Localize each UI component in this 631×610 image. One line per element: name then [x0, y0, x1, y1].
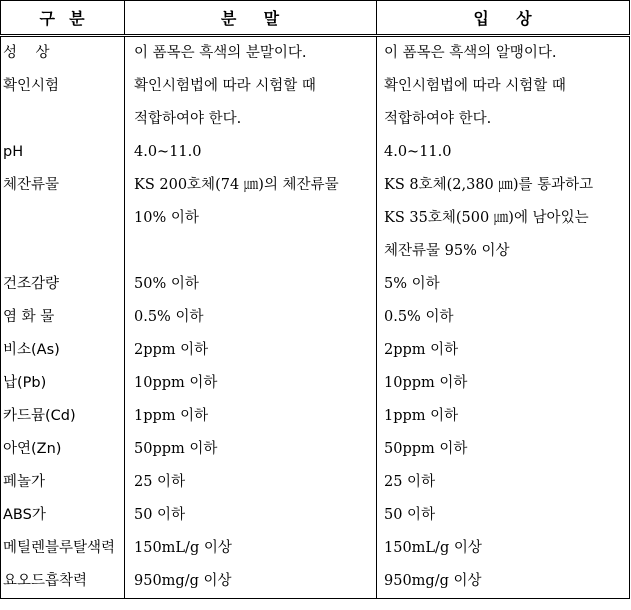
row-label	[1, 433, 125, 466]
powder-cell	[125, 565, 377, 599]
granule-text: 4.0~11.0	[384, 144, 452, 160]
granule-text: 150mL/g 이상	[384, 540, 482, 556]
granule-text: KS 8호체(2,380 ㎛)를 통과하고	[384, 177, 594, 193]
granule-cell	[377, 36, 630, 71]
header-granule: 입 상	[377, 1, 630, 36]
powder-cell	[125, 532, 377, 565]
row-label	[1, 466, 125, 499]
row-label	[1, 532, 125, 565]
granule-text: 적합하여야 한다.	[384, 111, 492, 127]
row-label-text: 건조감량	[3, 276, 60, 292]
granule-cell	[377, 367, 630, 400]
table-row	[1, 268, 630, 301]
header-row	[1, 1, 630, 36]
table-row	[1, 36, 630, 71]
granule-text: 5% 이하	[384, 276, 440, 292]
powder-text: 10% 이하	[134, 210, 199, 226]
granule-text: 2ppm 이하	[384, 342, 459, 358]
granule-cell	[377, 268, 630, 301]
granule-cell	[377, 400, 630, 433]
powder-text: 확인시험법에 따라 시험할 때	[134, 78, 316, 94]
row-label	[1, 301, 125, 334]
row-label-text: 아연(Zn)	[3, 441, 62, 457]
table-row	[1, 301, 630, 334]
powder-cell	[125, 136, 377, 169]
powder-cell	[125, 36, 377, 71]
row-label-text: 메틸렌블루탈색력	[3, 540, 116, 556]
row-label-text: pH	[3, 144, 24, 160]
granule-cell	[377, 532, 630, 565]
row-label	[1, 400, 125, 433]
granule-text: 0.5% 이하	[384, 309, 454, 325]
row-label-text: 염 화 물	[3, 309, 55, 325]
granule-cell	[377, 499, 630, 532]
row-label	[1, 169, 125, 268]
table-row	[1, 565, 630, 599]
powder-cell	[125, 433, 377, 466]
granule-text: 10ppm 이하	[384, 375, 468, 391]
granule-text: 950mg/g 이상	[384, 573, 482, 589]
powder-cell	[125, 400, 377, 433]
granule-text: KS 35호체(500 ㎛)에 남아있는	[384, 210, 589, 226]
granule-text: 이 폼목은 흑색의 알맹이다.	[384, 45, 557, 61]
granule-cell	[377, 466, 630, 499]
powder-text: 950mg/g 이상	[134, 573, 232, 589]
granule-cell	[377, 433, 630, 466]
table-row	[1, 532, 630, 565]
powder-cell	[125, 499, 377, 532]
row-label-text: 비소(As)	[3, 342, 60, 358]
row-label-text: 요오드흡착력	[3, 573, 88, 589]
table-row	[1, 334, 630, 367]
granule-cell	[377, 70, 630, 136]
row-label-text: ABS가	[3, 507, 46, 523]
table-row	[1, 367, 630, 400]
granule-cell	[377, 136, 630, 169]
row-label-text: 확인시험	[3, 78, 60, 94]
powder-text: 10ppm 이하	[134, 375, 218, 391]
row-label	[1, 334, 125, 367]
row-label-text: 페놀가	[3, 474, 46, 490]
granule-cell	[377, 301, 630, 334]
table-row	[1, 400, 630, 433]
table-row	[1, 70, 630, 136]
powder-cell	[125, 301, 377, 334]
granule-text: 25 이하	[384, 474, 436, 490]
table-row	[1, 169, 630, 268]
row-label-text: 성 상	[3, 45, 50, 61]
granule-text: 체잔류물 95% 이상	[384, 243, 510, 259]
powder-cell	[125, 367, 377, 400]
table-row	[1, 466, 630, 499]
powder-text	[134, 235, 376, 268]
powder-cell	[125, 268, 377, 301]
powder-cell	[125, 169, 377, 268]
granule-cell	[377, 565, 630, 599]
table-row	[1, 136, 630, 169]
granule-cell	[377, 334, 630, 367]
row-label-text: 체잔류물	[3, 177, 60, 193]
powder-text: 50% 이하	[134, 276, 199, 292]
powder-text: 적합하여야 한다.	[134, 111, 242, 127]
granule-text: 50 이하	[384, 507, 436, 523]
granule-text: 확인시험법에 따라 시험할 때	[384, 78, 566, 94]
row-label	[1, 499, 125, 532]
header-powder: 분 말	[125, 1, 377, 36]
powder-text: 50ppm 이하	[134, 441, 218, 457]
table-row	[1, 433, 630, 466]
powder-text: KS 200호체(74 ㎛)의 체잔류물	[134, 177, 339, 193]
powder-cell	[125, 70, 377, 136]
powder-text: 25 이하	[134, 474, 186, 490]
row-label	[1, 70, 125, 136]
row-label	[1, 367, 125, 400]
powder-text: 150mL/g 이상	[134, 540, 232, 556]
powder-text: 2ppm 이하	[134, 342, 209, 358]
table-row	[1, 499, 630, 532]
table-body	[1, 36, 630, 599]
row-label	[1, 36, 125, 71]
granule-text: 1ppm 이하	[384, 408, 459, 424]
granule-text: 50ppm 이하	[384, 441, 468, 457]
powder-text: 4.0~11.0	[134, 144, 202, 160]
powder-text: 1ppm 이하	[134, 408, 209, 424]
row-label	[1, 136, 125, 169]
powder-cell	[125, 334, 377, 367]
row-label-text: 카드뮴(Cd)	[3, 408, 76, 424]
row-label-text: 납(Pb)	[3, 375, 47, 391]
granule-cell	[377, 169, 630, 268]
powder-text: 이 폼목은 흑색의 분말이다.	[134, 45, 307, 61]
header-category: 구 분	[1, 1, 125, 36]
row-label	[1, 565, 125, 599]
powder-text: 50 이하	[134, 507, 186, 523]
powder-cell	[125, 466, 377, 499]
powder-text: 0.5% 이하	[134, 309, 204, 325]
row-label	[1, 268, 125, 301]
